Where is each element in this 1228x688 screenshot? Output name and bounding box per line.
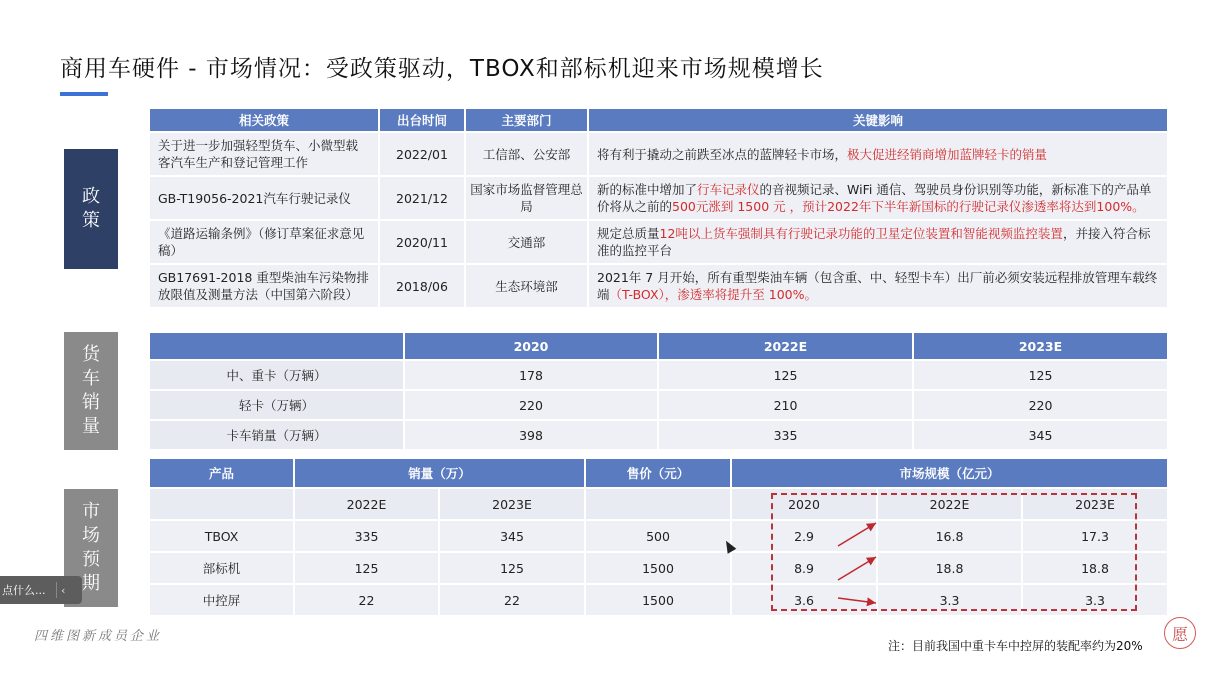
policy-cell: GB-T19056-2021汽车行驶记录仪: [149, 176, 379, 220]
product-cell: TBOX: [149, 520, 294, 552]
side-label-char: 期: [82, 573, 100, 594]
subheader-cell: 2023E: [1022, 488, 1168, 520]
subheader-cell: 2020: [731, 488, 877, 520]
column-header: 产品: [149, 458, 294, 488]
dept-cell: 生态环境部: [465, 264, 588, 308]
policy-cell: 关于进一步加强轻型货车、小微型载客汽车生产和登记管理工作: [149, 132, 379, 176]
table-cell: 3.6: [731, 584, 877, 616]
table-cell: 2.9: [731, 520, 877, 552]
subheader-cell: 2022E: [294, 488, 439, 520]
side-label-char: 市: [82, 501, 100, 522]
widget-divider: [56, 582, 57, 598]
product-cell: 中控屏: [149, 584, 294, 616]
table-cell: 17.3: [1022, 520, 1168, 552]
table-cell: 125: [913, 360, 1168, 390]
impact-highlight: 行车记录仪: [697, 182, 760, 197]
column-header: 相关政策: [149, 108, 379, 132]
side-label-char: 场: [82, 525, 100, 546]
growth-arrow: [838, 598, 876, 603]
column-header: 销量（万）: [294, 458, 585, 488]
dept-cell: 工信部、公安部: [465, 132, 588, 176]
table-cell: 345: [913, 420, 1168, 450]
table-cell: 22: [439, 584, 585, 616]
table-cell: 335: [658, 420, 913, 450]
subheader-cell: 2023E: [439, 488, 585, 520]
impact-text: 将有利于撬动之前跌至冰点的蓝牌轻卡市场，: [597, 146, 848, 162]
policy-cell: GB17691-2018 重型柴油车污染物排放限值及测量方法（中国第六阶段）: [149, 264, 379, 308]
table-cell: 125: [439, 552, 585, 584]
table-cell: 345: [439, 520, 585, 552]
policy-cell: 《道路运输条例》（修订草案征求意见稿）: [149, 220, 379, 264]
table-cell: 125: [658, 360, 913, 390]
table-cell: 3.3: [1022, 584, 1168, 616]
product-cell: 部标机: [149, 552, 294, 584]
seal-logo-icon: 愿: [1164, 617, 1196, 649]
row-label: 轻卡（万辆）: [149, 390, 404, 420]
column-header: 主要部门: [465, 108, 588, 132]
table-cell: 178: [404, 360, 658, 390]
floating-input-widget[interactable]: [0, 576, 82, 604]
impact-highlight: 12吨以上货车强制具有行驶记录功能的卫星定位装置和智能视频监控装置: [659, 226, 1063, 241]
impact-highlight: （T-BOX），渗透率将提升至 100%。: [609, 287, 817, 302]
subsidiary-label: 四维图新成员企业: [34, 629, 163, 644]
column-header: 市场规模（亿元）: [731, 458, 1168, 488]
side-label-char: 量: [82, 416, 100, 437]
column-header: 售价（元）: [585, 458, 731, 488]
impact-text: 规定总质量: [597, 226, 660, 241]
table-cell: 398: [404, 420, 658, 450]
side-label-char: 销: [82, 392, 100, 413]
row-label: 卡车销量（万辆）: [149, 420, 404, 450]
impact-highlight: 500元涨到 1500 元 ，预计2022年下半年新国标的行驶记录仪渗透率将达到100%。: [672, 199, 1145, 214]
dept-cell: 国家市场监督管理总局: [465, 176, 588, 220]
dept-cell: 交通部: [465, 220, 588, 264]
impact-text: 的音视频记录、WiFi 通信、驾驶员身份识别等功能，新标准下的产品单价将从之前的: [597, 182, 1152, 214]
row-label: 中、重卡（万辆）: [149, 360, 404, 390]
side-label-char: 预: [82, 549, 100, 570]
column-header: 2022E: [658, 332, 913, 360]
column-header: 2020: [404, 332, 658, 360]
growth-arrow: [838, 557, 876, 580]
footnote: 注：目前我国中重卡车中控屏的装配率约为20%: [888, 639, 1143, 653]
side-label-char: 策: [82, 210, 100, 231]
impact-text: 2021年 7 月开始，所有重型柴油车辆（包含重、中、轻型卡车）出厂前必须安装远程排放管理车载终端: [597, 270, 1158, 302]
subheader-cell: 2022E: [877, 488, 1022, 520]
table-cell: 335: [294, 520, 439, 552]
column-header: 出台时间: [379, 108, 465, 132]
table-cell: 18.8: [1022, 552, 1168, 584]
date-cell: 2022/01: [379, 132, 465, 176]
table-cell: 1500: [585, 552, 731, 584]
side-label-char: 车: [82, 368, 100, 389]
page-title: 商用车硬件 - 市场情况：受政策驱动，TBOX和部标机迎来市场规模增长: [60, 56, 824, 82]
table-cell: 220: [913, 390, 1168, 420]
growth-arrow: [838, 523, 876, 546]
impact-text: 新的标准中增加了: [597, 182, 698, 197]
impact-highlight: 极大促进经销商增加蓝牌轻卡的销量: [847, 146, 1048, 162]
date-cell: 2020/11: [379, 220, 465, 264]
table-cell: 16.8: [877, 520, 1022, 552]
table-cell: 18.8: [877, 552, 1022, 584]
table-cell: 500: [585, 520, 731, 552]
side-label-char: 货: [82, 344, 100, 365]
side-label-char: 政: [82, 186, 100, 207]
table-cell: 3.3: [877, 584, 1022, 616]
date-cell: 2018/06: [379, 264, 465, 308]
column-header: 关键影响: [588, 108, 1168, 132]
table-cell: 8.9: [731, 552, 877, 584]
widget-placeholder[interactable]: 点什么...: [2, 584, 46, 597]
date-cell: 2021/12: [379, 176, 465, 220]
chevron-left-icon[interactable]: ‹: [61, 583, 66, 597]
table-cell: 210: [658, 390, 913, 420]
table-cell: 220: [404, 390, 658, 420]
table-cell: 22: [294, 584, 439, 616]
table-cell: 1500: [585, 584, 731, 616]
impact-text: ，并接入符合标准的监控平台: [597, 226, 1151, 258]
table-cell: 125: [294, 552, 439, 584]
column-header: 2023E: [913, 332, 1168, 360]
